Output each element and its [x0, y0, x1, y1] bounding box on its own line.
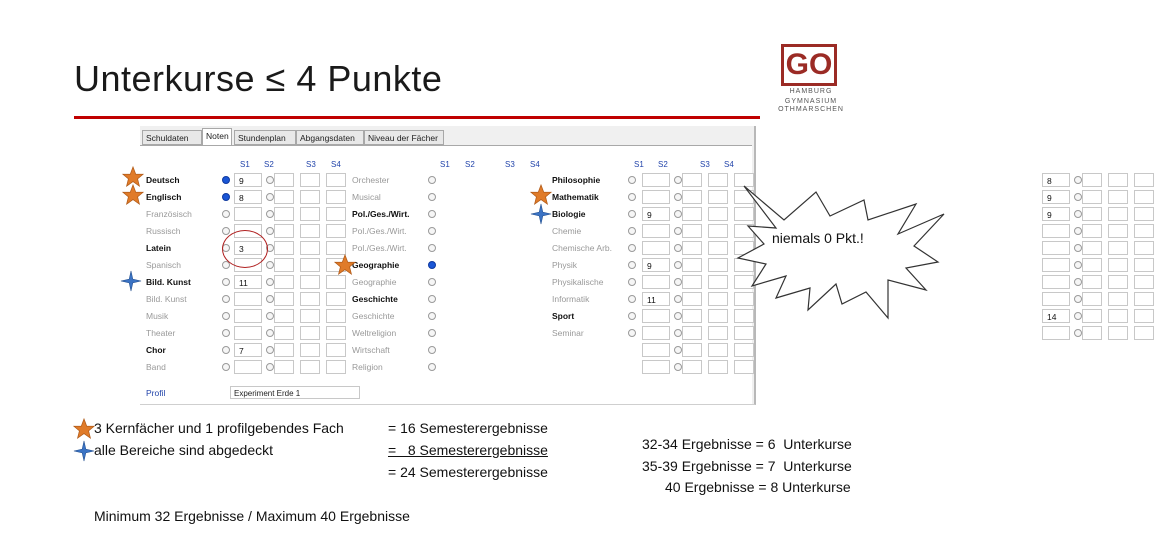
grade-cell-s1[interactable] [234, 207, 262, 221]
core-subject-radio[interactable] [428, 346, 436, 354]
subject-row [352, 189, 552, 206]
tab-noten[interactable]: Noten [202, 128, 232, 146]
core-subject-radio[interactable] [428, 278, 436, 286]
grade-cell-s3[interactable] [1108, 326, 1128, 340]
grade-cell-s3[interactable] [300, 207, 320, 221]
grade-cell-s3[interactable] [300, 309, 320, 323]
semester-radio[interactable] [266, 346, 274, 354]
subject-row [352, 240, 552, 257]
header-s1: S1 [240, 160, 250, 169]
subject-row [146, 172, 346, 189]
semester-radio[interactable] [1074, 295, 1082, 303]
tab-schuldaten[interactable]: Schuldaten [142, 130, 202, 145]
grade-cell-s1[interactable]: 9 [1042, 207, 1070, 221]
grade-cell-s1[interactable] [1042, 258, 1070, 272]
subject-name: Chor [146, 345, 166, 355]
header-s4: S4 [724, 160, 734, 169]
semester-radio[interactable] [266, 176, 274, 184]
core-subject-radio[interactable] [628, 295, 636, 303]
subject-name: Chemie [552, 226, 582, 236]
grade-cell-s1[interactable] [642, 360, 670, 374]
grade-cell-s2[interactable] [1082, 190, 1102, 204]
grade-cell-s3[interactable] [300, 275, 320, 289]
grade-cell-s4[interactable] [326, 360, 346, 374]
grade-cell-s4[interactable] [326, 326, 346, 340]
grade-cell-s2[interactable] [1082, 241, 1102, 255]
star-marker-icon [73, 418, 95, 440]
grade-cell-s1[interactable] [234, 292, 262, 306]
profil-field[interactable]: Experiment Erde 1 [230, 386, 360, 399]
grade-cell-s3[interactable] [300, 326, 320, 340]
subject-name: Orchester [352, 175, 390, 185]
semester-radio[interactable] [1074, 261, 1082, 269]
subject-row [552, 291, 752, 308]
header-s2: S2 [658, 160, 668, 169]
subject-row [552, 308, 1057, 325]
grade-cell-s4[interactable] [326, 343, 346, 357]
grade-cell-s2[interactable] [1082, 258, 1102, 272]
grade-cell-s2[interactable] [274, 292, 294, 306]
min-max-text: Minimum 32 Ergebnisse / Maximum 40 Ergebnisse [94, 508, 410, 524]
grade-cell-s2[interactable] [274, 360, 294, 374]
subject-name: Theater [146, 328, 176, 338]
semester-radio[interactable] [266, 312, 274, 320]
core-subject-radio[interactable] [222, 329, 230, 337]
callout-text: niemals 0 Pkt.! [772, 230, 864, 246]
grade-cell-s4[interactable] [1134, 224, 1154, 238]
core-subject-radio[interactable] [222, 176, 230, 184]
grade-cell-s4[interactable] [326, 173, 346, 187]
semester-radio[interactable] [1074, 176, 1082, 184]
core-subject-radio[interactable] [222, 295, 230, 303]
subject-name: Mathematik [552, 192, 599, 202]
title-rule [74, 116, 760, 119]
subject-row [146, 359, 346, 376]
header-s3: S3 [700, 160, 710, 169]
grade-cell-s1[interactable] [1042, 292, 1070, 306]
grade-cell-s3[interactable] [300, 190, 320, 204]
core-subject-radio[interactable] [428, 244, 436, 252]
grade-cell-s4[interactable] [326, 207, 346, 221]
grade-cell-s3[interactable] [1108, 173, 1128, 187]
semester-radio[interactable] [1074, 193, 1082, 201]
subject-name: Geographie [352, 260, 400, 270]
summary-line-3-right: = 24 Semesterergebnisse [388, 464, 548, 480]
subject-name: Bild. Kunst [146, 294, 187, 304]
grade-cell-s3[interactable] [708, 360, 728, 374]
core-subject-radio[interactable] [628, 244, 636, 252]
core-subject-radio[interactable] [428, 193, 436, 201]
grade-cell-s1[interactable]: 11 [642, 292, 670, 306]
semester-radio[interactable] [266, 363, 274, 371]
semester-radio[interactable] [266, 227, 274, 235]
grade-cell-s1[interactable] [234, 326, 262, 340]
grade-cell-s4[interactable] [326, 224, 346, 238]
subject-row [552, 325, 752, 342]
subject-row [146, 189, 346, 206]
core-subject-radio[interactable] [428, 363, 436, 371]
subject-row [146, 342, 346, 359]
semester-radio[interactable] [674, 346, 682, 354]
tab-abgangsdaten[interactable]: Abgangsdaten [296, 130, 364, 145]
core-subject-radio[interactable] [428, 295, 436, 303]
rule-line-1: 32-34 Ergebnisse = 6 Unterkurse [642, 436, 852, 452]
grade-cell-s3[interactable] [300, 292, 320, 306]
subject-name: Religion [352, 362, 383, 372]
core-subject-radio[interactable] [428, 227, 436, 235]
subject-row [146, 325, 346, 342]
grade-cell-s4[interactable] [1134, 275, 1154, 289]
subject-row [552, 257, 752, 274]
header-s1: S1 [440, 160, 450, 169]
grade-cell-s3[interactable] [1108, 292, 1128, 306]
grade-cell-s4[interactable] [1134, 309, 1154, 323]
semester-radio[interactable] [1074, 312, 1082, 320]
core-subject-radio[interactable] [628, 261, 636, 269]
grade-cell-s2[interactable] [1082, 275, 1102, 289]
grade-cell-s4[interactable] [326, 275, 346, 289]
grade-cell-s2[interactable] [274, 207, 294, 221]
grade-cell-s1[interactable]: 9 [234, 173, 262, 187]
subject-row [146, 206, 346, 223]
grade-cell-s2[interactable] [682, 343, 702, 357]
grade-cell-s1[interactable]: 8 [234, 190, 262, 204]
core-subject-radio[interactable] [428, 261, 436, 269]
subject-name: Geographie [352, 277, 397, 287]
subject-name: Sport [552, 311, 575, 321]
grade-cell-s1[interactable] [234, 309, 262, 323]
core-subject-radio[interactable] [222, 210, 230, 218]
grade-cell-s3[interactable] [1108, 224, 1128, 238]
grade-cell-s1[interactable] [1042, 275, 1070, 289]
subject-name: Wirtschaft [352, 345, 390, 355]
grade-cell-s4[interactable] [1134, 173, 1154, 187]
subject-row [352, 325, 552, 342]
semester-radio[interactable] [266, 261, 274, 269]
core-subject-radio[interactable] [428, 312, 436, 320]
grade-cell-s4[interactable] [326, 190, 346, 204]
core-subject-radio[interactable] [628, 278, 636, 286]
grade-cell-s2[interactable] [274, 241, 294, 255]
grade-cell-s1[interactable] [1042, 224, 1070, 238]
subject-row [352, 172, 552, 189]
cross-marker-icon [73, 440, 95, 462]
subject-name: Englisch [146, 192, 182, 202]
grade-cell-s3[interactable] [300, 343, 320, 357]
core-subject-radio[interactable] [222, 363, 230, 371]
grade-cell-s3[interactable] [1108, 190, 1128, 204]
subject-name: Pol./Ges./Wirt. [352, 209, 410, 219]
grade-cell-s1[interactable]: 7 [234, 343, 262, 357]
subject-name: Musical [352, 192, 381, 202]
subject-name: Band [146, 362, 166, 372]
subject-name: Spanisch [146, 260, 181, 270]
subject-row [146, 274, 346, 291]
grade-cell-s3[interactable] [1108, 241, 1128, 255]
callout-burst [738, 180, 948, 324]
subject-name: Französisch [146, 209, 192, 219]
semester-radio[interactable] [266, 278, 274, 286]
semester-radio[interactable] [1074, 278, 1082, 286]
grade-cell-s4[interactable] [1134, 292, 1154, 306]
subject-row [352, 359, 552, 376]
core-subject-radio[interactable] [628, 312, 636, 320]
grade-cell-s1[interactable] [1042, 326, 1070, 340]
grade-cell-s4[interactable] [326, 309, 346, 323]
grade-cell-s4[interactable] [734, 360, 754, 374]
grade-cell-s2[interactable] [274, 258, 294, 272]
rule-line-3: 40 Ergebnisse = 8 Unterkurse [665, 479, 851, 495]
subject-row [552, 189, 1052, 206]
grade-cell-s3[interactable] [300, 258, 320, 272]
grade-cell-s3[interactable] [1108, 275, 1128, 289]
grade-cell-s4[interactable] [1134, 326, 1154, 340]
grade-cell-s2[interactable] [274, 173, 294, 187]
logo-line-2: GYMNASIUM [784, 98, 838, 105]
grade-cell-s2[interactable] [1082, 207, 1102, 221]
core-subject-radio[interactable] [222, 312, 230, 320]
grade-cell-s3[interactable] [1108, 309, 1128, 323]
summary-line-1-right: = 16 Semesterergebnisse [388, 420, 548, 436]
semester-radio[interactable] [1074, 244, 1082, 252]
rule-line-2: 35-39 Ergebnisse = 7 Unterkurse [642, 458, 852, 474]
subject-row [352, 342, 552, 359]
semester-radio[interactable] [1074, 329, 1082, 337]
grade-cell-s1[interactable] [234, 360, 262, 374]
core-subject-radio[interactable] [222, 346, 230, 354]
grade-cell-s2[interactable] [274, 275, 294, 289]
grade-cell-s4[interactable] [734, 343, 754, 357]
grade-cell-s4[interactable] [1134, 241, 1154, 255]
highlight-circle [222, 230, 268, 268]
grade-cell-s2[interactable] [274, 343, 294, 357]
header-s3: S3 [505, 160, 515, 169]
tab-stundenplan[interactable]: Stundenplan [234, 130, 296, 145]
subject-name: Geschichte [352, 311, 395, 321]
grade-cell-s1[interactable]: 14 [1042, 309, 1070, 323]
subject-name: Latein [146, 243, 172, 253]
subject-name: Physik [552, 260, 578, 270]
core-subject-radio[interactable] [628, 329, 636, 337]
subject-row [146, 308, 346, 325]
school-logo [778, 44, 842, 124]
grade-cell-s3[interactable] [1108, 258, 1128, 272]
grade-cell-s3[interactable] [300, 241, 320, 255]
subject-name: Seminar [552, 328, 584, 338]
semester-radio[interactable] [674, 363, 682, 371]
logo-mark: GO [781, 44, 837, 86]
header-s4: S4 [530, 160, 540, 169]
subject-row [146, 291, 346, 308]
subject-name: Informatik [552, 294, 590, 304]
core-subject-radio[interactable] [628, 193, 636, 201]
profil-label: Profil [146, 388, 166, 398]
semester-radio[interactable] [266, 329, 274, 337]
grade-cell-s4[interactable] [1134, 207, 1154, 221]
grade-cell-s3[interactable] [300, 360, 320, 374]
grade-cell-s2[interactable] [1082, 309, 1102, 323]
subject-row [552, 172, 1052, 189]
subject-row [352, 308, 552, 325]
subject-name: Philosophie [552, 175, 601, 185]
grade-cell-s2[interactable] [1082, 224, 1102, 238]
grade-cell-s2[interactable] [274, 190, 294, 204]
cross-marker-icon [120, 270, 142, 292]
grade-cell-s4[interactable] [1134, 190, 1154, 204]
slide-title: Unterkurse ≤ 4 Punkte [74, 58, 443, 99]
grade-cell-s4[interactable] [326, 292, 346, 306]
header-s4: S4 [331, 160, 341, 169]
grade-cell-s1[interactable]: 8 [1042, 173, 1070, 187]
core-subject-radio[interactable] [222, 193, 230, 201]
core-subject-radio[interactable] [428, 329, 436, 337]
grade-cell-s1[interactable] [1042, 241, 1070, 255]
core-subject-radio[interactable] [428, 176, 436, 184]
grade-cell-s3[interactable] [1108, 207, 1128, 221]
grade-cell-s3[interactable] [300, 224, 320, 238]
subject-row [552, 240, 752, 257]
grade-cell-s2[interactable] [682, 360, 702, 374]
header-s3: S3 [306, 160, 316, 169]
header-s2: S2 [465, 160, 475, 169]
star-marker-icon [334, 254, 356, 276]
subject-row [552, 223, 752, 240]
subject-row [552, 206, 1052, 223]
subject-name: Deutsch [146, 175, 180, 185]
semester-radio[interactable] [1074, 227, 1082, 235]
subject-name: Bild. Kunst [146, 277, 191, 287]
grade-cell-s2[interactable] [274, 309, 294, 323]
grade-cell-s1[interactable]: 9 [1042, 190, 1070, 204]
grade-cell-s2[interactable] [1082, 173, 1102, 187]
grade-cell-s2[interactable] [274, 326, 294, 340]
grade-cell-s1[interactable]: 9 [642, 258, 670, 272]
logo-line-3: OTHMARSCHEN [778, 106, 844, 113]
grade-cell-s1[interactable]: 11 [234, 275, 262, 289]
subject-name: Pol./Ges./Wirt. [352, 226, 407, 236]
semester-radio[interactable] [266, 193, 274, 201]
semester-radio[interactable] [266, 295, 274, 303]
cross-marker-icon [530, 203, 552, 225]
subject-name: Musik [146, 311, 169, 321]
core-subject-radio[interactable] [428, 210, 436, 218]
core-subject-radio[interactable] [628, 210, 636, 218]
grade-cell-s1[interactable]: 3 [234, 241, 262, 255]
core-subject-radio[interactable] [628, 227, 636, 235]
semester-radio[interactable] [266, 210, 274, 218]
logo-line-1: HAMBURG [789, 88, 833, 95]
tab-niveau[interactable]: Niveau der Fächer [364, 130, 444, 145]
grade-cell-s4[interactable] [1134, 258, 1154, 272]
core-subject-radio[interactable] [222, 278, 230, 286]
subject-name: Weltreligion [352, 328, 397, 338]
grade-cell-s2[interactable] [1082, 292, 1102, 306]
semester-radio[interactable] [1074, 210, 1082, 218]
grade-cell-s1[interactable]: 9 [642, 207, 670, 221]
summary-line-2-right: = 8 Semesterergebnisse [388, 442, 548, 458]
summary-line-1-left: 3 Kernfächer und 1 profilgebendes Fach [94, 420, 344, 436]
subject-name: Pol./Ges./Wirt. [352, 243, 407, 253]
subject-row [352, 274, 552, 291]
subject-row [352, 223, 552, 240]
subject-name: Physikalische [552, 277, 604, 287]
core-subject-radio[interactable] [628, 176, 636, 184]
grade-cell-s4[interactable] [326, 241, 346, 255]
grade-cell-s3[interactable] [300, 173, 320, 187]
header-s2: S2 [264, 160, 274, 169]
grade-cell-s3[interactable] [708, 343, 728, 357]
grade-cell-s2[interactable] [1082, 326, 1102, 340]
subject-name: Russisch [146, 226, 181, 236]
header-s1: S1 [634, 160, 644, 169]
grade-cell-s1[interactable] [642, 343, 670, 357]
grade-cell-s2[interactable] [274, 224, 294, 238]
star-marker-icon [122, 184, 144, 206]
subject-row [552, 274, 752, 291]
subject-name: Geschichte [352, 294, 398, 304]
subject-name: Chemische Arb. [552, 243, 612, 253]
summary-line-2-left: alle Bereiche sind abgedeckt [94, 442, 274, 458]
subject-name: Biologie [552, 209, 586, 219]
